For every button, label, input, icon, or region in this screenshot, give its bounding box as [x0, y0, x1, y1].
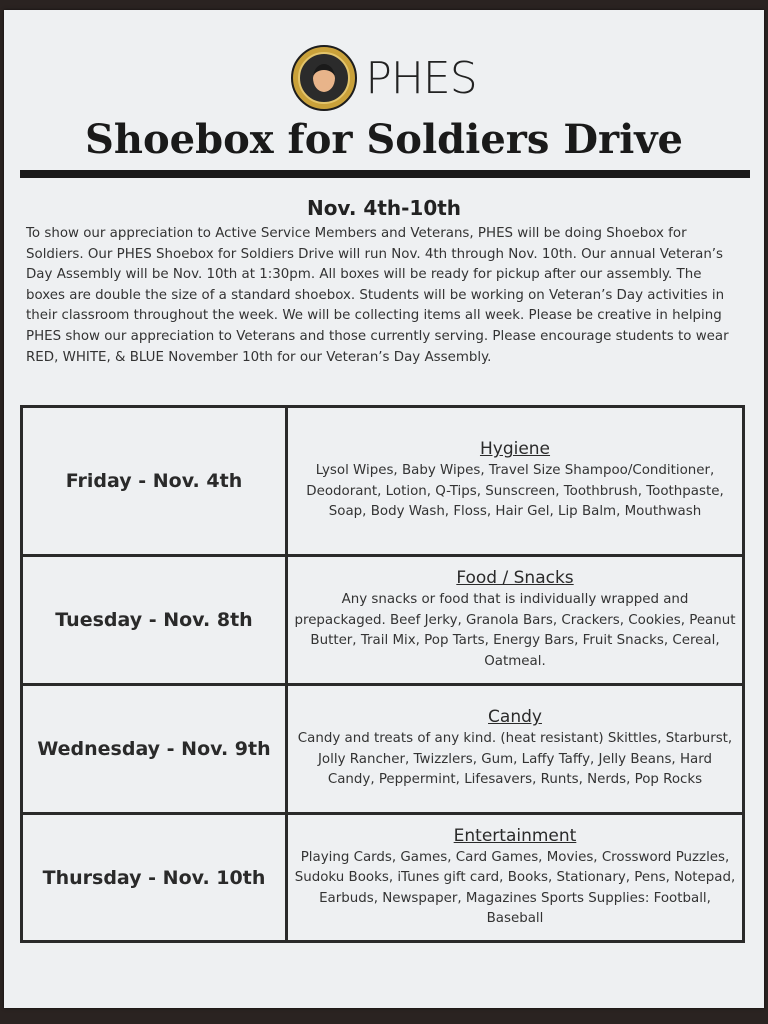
- school-crest-icon: [291, 45, 357, 111]
- schedule-items-cell: [288, 815, 742, 940]
- intro-paragraph: To show our appreciation to Active Service Members and Veterans, PHES will be doing Shoebox for Soldiers. Our PHES Shoebox for Soldiers Drive will run Nov. 4th through Nov. 10th. Our annual Veteran’s Day Assembly will be Nov. 10th at 1:30pm. All boxes will be ready for pickup after our assembly. The boxes are double the size of a standard shoebox. Students will be working on Veteran’s Day activities in their classroom throughout the week. We will be collecting items all week. Please be creative in helping PHES show our appreciation to Veterans and those currently serving. Please encourage students to wear RED, WHITE, & BLUE November 10th for our Veteran’s Day Assembly.: [26, 226, 729, 365]
- table-row: [23, 686, 742, 815]
- schedule-items-cell: [288, 557, 742, 683]
- flyer-page: [4, 10, 764, 1008]
- schedule-day: Tuesday - Nov. 8th: [23, 557, 288, 683]
- schedule-day: Friday - Nov. 4th: [23, 408, 288, 554]
- schedule-items-cell: [288, 408, 742, 554]
- page-title: Shoebox for Soldiers Drive: [85, 116, 683, 163]
- category-items: Candy and treats of any kind. (heat resistant) Skittles, Starburst, Jolly Rancher, Twizzlers, Gum, Laffy Taffy, Jelly Beans, Hard Candy, Peppermint, Lifesavers, Runts, Nerds, Pop Rocks: [297, 731, 733, 788]
- category-items: Playing Cards, Games, Card Games, Movies, Crossword Puzzles, Sudoku Books, iTunes gift card, Books, Stationary, Pens, Notepad, Earbuds, Newspaper, Magazines Sports Supplies: Football, Baseball: [294, 849, 736, 926]
- schedule-items-cell: [288, 686, 742, 812]
- table-row: [23, 815, 742, 940]
- category-heading: Food / Snacks: [456, 568, 574, 588]
- table-row: [23, 557, 742, 686]
- school-name: PHES: [365, 52, 477, 104]
- title-underline: [20, 170, 750, 178]
- category-heading: Hygiene: [479, 439, 551, 460]
- category-items: Lysol Wipes, Baby Wipes, Travel Size Shampoo/Conditioner, Deodorant, Lotion, Q-Tips, Sunscreen, Toothbrush, Toothpaste, Soap, Body Wash, Floss, Hair Gel, Lip Balm, Mouthwash: [306, 463, 724, 520]
- schedule-day: Thursday - Nov. 10th: [23, 815, 288, 940]
- collection-schedule-table: [20, 405, 745, 943]
- category-heading: Candy: [488, 707, 542, 728]
- category-heading: Entertainment: [453, 825, 577, 846]
- drive-dates: Nov. 4th-10th: [306, 196, 462, 220]
- category-items: Any snacks or food that is individually wrapped and prepackaged. Beef Jerky, Granola Bars, Crackers, Cookies, Peanut Butter, Trail Mix, Pop Tarts, Energy Bars, Fruit Snacks, Cereal, Oatmeal.: [294, 592, 736, 669]
- schedule-day: Wednesday - Nov. 9th: [23, 686, 288, 812]
- flyer-header: [4, 48, 764, 108]
- table-row: [23, 408, 742, 557]
